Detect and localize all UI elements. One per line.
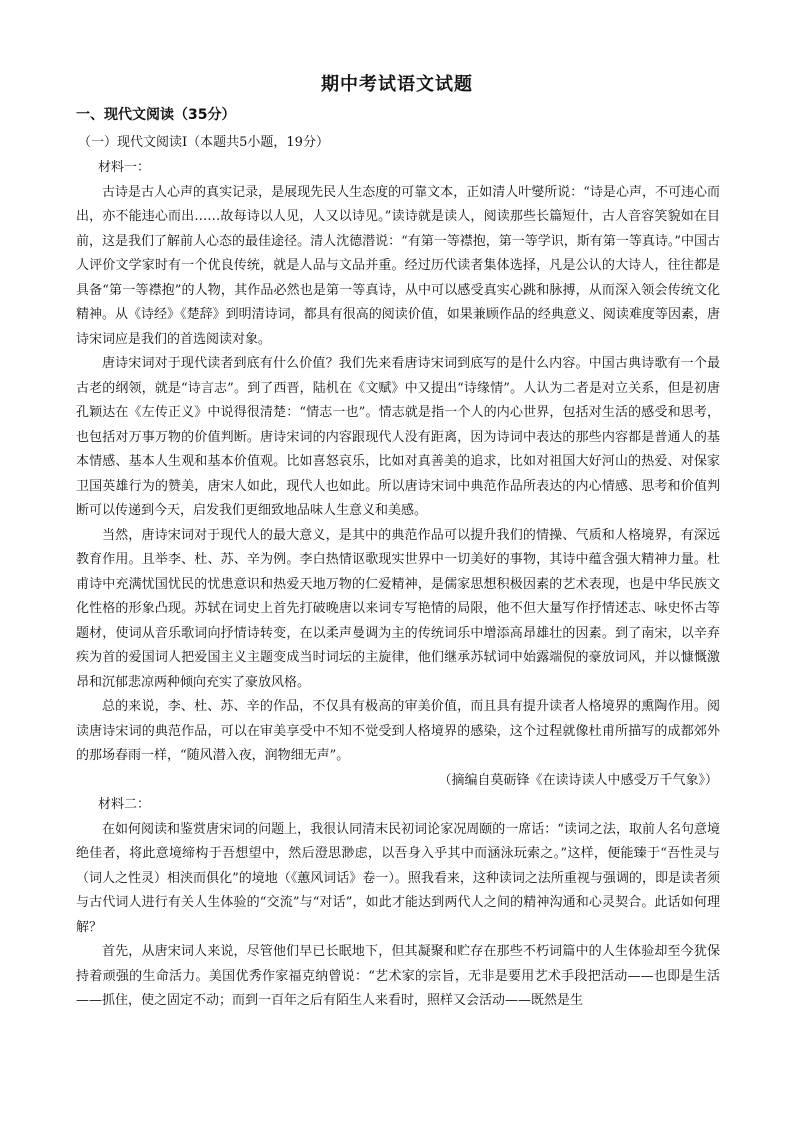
section-heading: 一、现代文阅读（35分） xyxy=(76,107,236,123)
paragraph: 总的来说，李、杜、苏、辛的作品，不仅具有极高的审美价值，而且具有提升读者人格境界的熏陶作用。阅读唐诗宋词的典范作品，可以在审美享受中不知不觉受到人格境界的感染，这个过程就像杜甫所描写的成都郊外的那场春雨一样，“随风潜入夜，润物细无声”。 xyxy=(76,699,720,763)
paragraph: 当然，唐诗宋词对于现代人的最大意义，是其中的典范作品可以提升我们的情操、气质和人格境界，有深远教育作用。且举李、杜、苏、辛为例。李白热情讴歌现实世界中一切美好的事物，其诗中蕴含强大精神力量。杜甫诗中充满忧国忧民的忧患意识和热爱天地万物的仁爱精神，是儒家思想积极因素的艺术表现，也是中华民族文化性格的形象凸现。苏轼在词史上首先打破晚唐以来词专写艳情的局限，他不但大量写作抒情述志、咏史怀古等题材，使词从音乐歌词向抒情诗转变，在以柔声曼调为主的传统词乐中增添高昂雄壮的因素。到了南宋，以辛弃疾为首的爱国词人把爱国主义主题变成当时词坛的主旋律，他们继承苏轼词中始露端倪的豪放词风，并以慷慨激昂和沉郁悲凉两种倾向充实了豪放风格。 xyxy=(76,527,720,690)
paragraph: 在如何阅读和鉴赏唐宋词的问题上，我很认同清末民初词论家况周颐的一席话：“读词之法，取前人名句意境绝佳者，将此意境缔构于吾想望中，然后澄思渺虑，以吾身入乎其中而涵泳玩索之。”这样，便能臻于“吾性灵与（词人之性灵）相浃而俱化”的境地（《蕙风词话》卷一）。照我看来，这种读词之法所重视与强调的，即是读者须与古代词人进行有关人生体验的“交流”与“对话”，如此才能达到两代人之间的精神沟通和心灵契合。此话如何理解？ xyxy=(76,821,720,935)
material-one-label: 材料一： xyxy=(98,160,151,175)
material-two-label: 材料二： xyxy=(98,797,151,812)
passage-body xyxy=(76,156,720,1014)
paragraph: 古诗是古人心声的真实记录，是展现先民人生态度的可靠文本，正如清人叶燮所说：“诗是心声，不可违心而出，亦不能违心而出……故每诗以人见，人又以诗见。”读诗就是读人，阅读那些长篇短什，古人音容笑貌如在目前，这是我们了解前人心态的最佳途径。清人沈德潜说：“有第一等襟抱，第一等学识，斯有第一等真诗。”中国古人评价文学家时有一个优良传统，就是人品与文品并重。经过历代读者集体选择，凡是公认的大诗人，往往都是具备“第一等襟抱”的人物，其作品必然也是第一等真诗，从中可以感受真实心跳和脉搏，从而深入领会传统文化精神。从《诗经》《楚辞》到明清诗词，都具有很高的阅读价值，如果兼顾作品的经典意义、阅读难度等因素，唐诗宋词应是我们的首选阅读对象。 xyxy=(76,184,720,347)
subsection-heading: （一）现代文阅读Ⅰ（本题共5小题，19分） xyxy=(78,135,329,150)
paragraph: 唐诗宋词对于现代读者到底有什么价值？我们先来看唐诗宋词到底写的是什么内容。中国古典诗歌有一个最古老的纲领，就是“诗言志”。到了西晋，陆机在《文赋》中又提出“诗缘情”。人认为二者是对立关系，但是初唐孔颖达在《左传正义》中说得很清楚：“情志一也”。情志就是指一个人的内心世界，包括对生活的感受和思考，也包括对万事万物的价值判断。唐诗宋词的内容跟现代人没有距离，因为诗词中表达的那些内容都是普通人的基本情感、基本人生观和基本价值观。比如喜怒哀乐，比如对真善美的追求，比如对祖国大好河山的热爱、对保家卫国英雄行为的赞美，唐宋人如此，现代人也如此。所以唐诗宋词中典范作品所表达的内心情感、思考和价值判断可以传递到今天，启发我们更细致地品味人生意义和美感。 xyxy=(76,356,720,518)
page-title: 期中考试语文试题 xyxy=(321,74,473,95)
paragraph: 首先，从唐宋词人来说，尽管他们早已长眠地下，但其凝聚和贮存在那些不朽词篇中的人生体验却至今犹保持着顽强的生命活力。美国优秀作家福克纳曾说：“艺术家的宗旨，无非是要用艺术手段把活动——也即是生活——抓住，使之固定不动；而到一百年之后有陌生人来看时，照样又会活动——既然是生 xyxy=(76,944,720,1008)
source-citation: （摘编自莫砺锋《在读诗读人中感受万千气象》） xyxy=(438,772,718,788)
